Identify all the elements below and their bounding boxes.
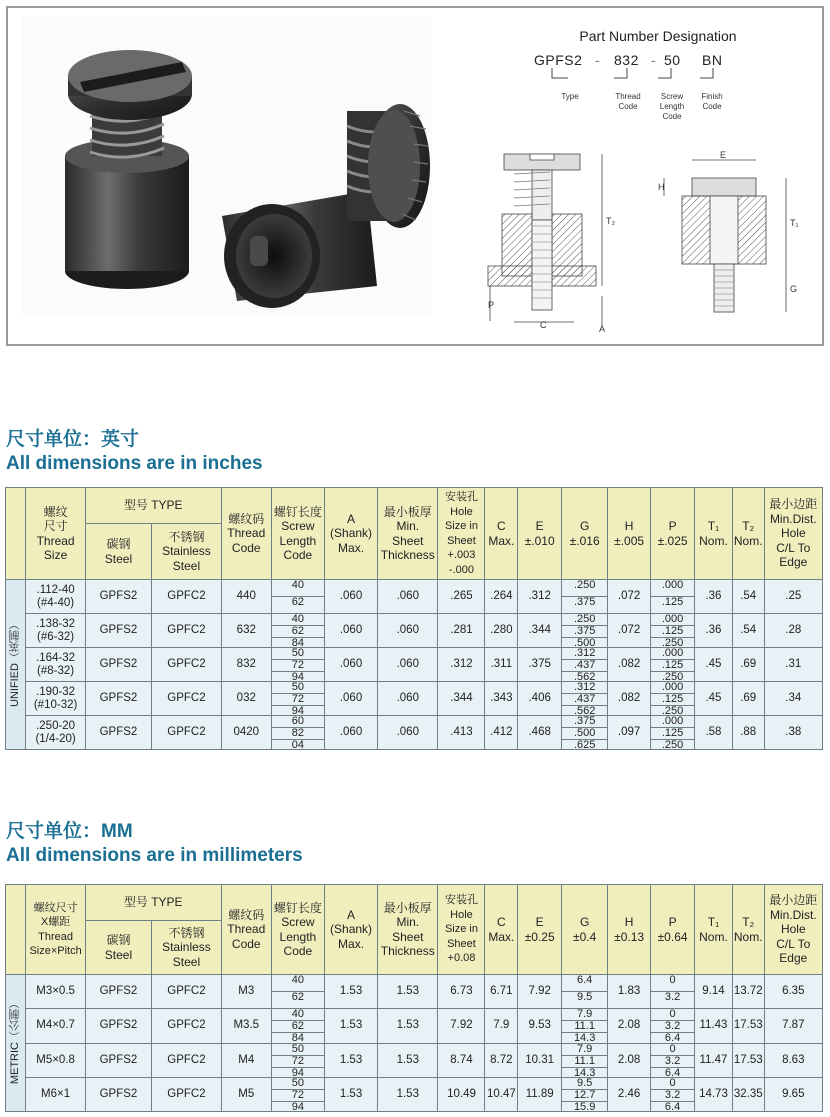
cell-len: [271, 614, 324, 648]
cell-h: .072: [608, 614, 651, 648]
col-t2: T₂ Nom.: [732, 885, 764, 975]
cell-code: 0420: [221, 716, 271, 750]
separator: -: [595, 52, 601, 68]
cell-carbon: GPFS2: [85, 580, 151, 614]
cell-len-value: 84: [272, 1032, 324, 1044]
cell-p-value: .250: [651, 671, 694, 683]
cell-c: .311: [485, 648, 518, 682]
screw-length-code-label: Screw Length Code: [659, 92, 685, 121]
cell-t2: .69: [732, 682, 764, 716]
col-hole: 安装孔 Hole Size in Sheet +0.08: [438, 885, 485, 975]
cell-len: [271, 716, 324, 750]
t1-label: T₁: [790, 218, 799, 228]
cell-a: .060: [324, 614, 377, 648]
inch-title-cn: 尺寸单位：英寸: [6, 429, 140, 450]
cell-size: .112-40 (#4-40): [26, 580, 85, 614]
cell-p: [651, 682, 695, 716]
a-label: A: [599, 324, 606, 334]
col-e: E ±0.25: [518, 885, 562, 975]
cell-g: [562, 580, 608, 614]
type-code: GPFS2: [534, 52, 583, 68]
cell-t2: 17.53: [732, 1043, 764, 1077]
cell-p: [651, 716, 695, 750]
cell-g-value: .562: [562, 705, 607, 717]
thread-code-label: Thread Code: [615, 92, 641, 111]
cell-g: [562, 1043, 608, 1077]
col-min-edge: 最小边距 Min.Dist. Hole C/L To Edge: [764, 885, 822, 975]
cell-g-value: 7.9: [577, 1042, 593, 1055]
table-row: [6, 580, 823, 614]
cell-sheet: .060: [378, 682, 438, 716]
cell-stainless: GPFC2: [152, 1009, 222, 1043]
cell-e: .375: [518, 648, 562, 682]
cell-sheet: .060: [378, 648, 438, 682]
cell-t1: 14.73: [695, 1077, 733, 1111]
p-label: P: [488, 300, 495, 310]
col-type: 型号 TYPE: [85, 488, 221, 524]
cell-hole: 7.92: [438, 1009, 485, 1043]
cell-hole: 8.74: [438, 1043, 485, 1077]
cell-t2: .54: [732, 614, 764, 648]
table-row: [6, 1009, 823, 1043]
cell-len-value: 40: [291, 579, 305, 591]
cell-t2: 32.35: [732, 1077, 764, 1111]
cell-e: 11.89: [518, 1077, 562, 1111]
cell-g-value: .562: [562, 671, 607, 683]
side-label: METRIC（公制）: [9, 997, 22, 1085]
cell-g-value: .312: [573, 681, 596, 693]
cell-p-value: 0: [669, 1042, 676, 1055]
table-row: [6, 682, 823, 716]
cell-t1: .36: [695, 580, 733, 614]
e-label: E: [720, 150, 727, 160]
part-number-title: Part Number Designation: [579, 28, 737, 44]
cell-len-value: 94: [272, 1067, 324, 1079]
cell-stainless: GPFC2: [152, 614, 222, 648]
cell-hole: .413: [438, 716, 485, 750]
cell-p-value: 3.2: [651, 991, 694, 1008]
cell-h: 2.08: [608, 1009, 651, 1043]
h-label: H: [658, 182, 665, 192]
table-row: [6, 716, 823, 750]
cell-stainless: GPFC2: [152, 716, 222, 750]
cell-p-value: 0: [669, 1076, 676, 1089]
cell-len-value: 50: [291, 1076, 305, 1089]
cell-len: [271, 1077, 324, 1111]
cell-p-value: .250: [651, 739, 694, 751]
mm-dimensions-table: [5, 884, 823, 1112]
cell-h: .082: [608, 648, 651, 682]
col-a: A (Shank) Max.: [324, 885, 377, 975]
col-stainless-steel: 不锈钢 Stainless Steel: [152, 921, 222, 975]
cell-g: [562, 716, 608, 750]
cell-p: [651, 648, 695, 682]
cell-p-value: 0: [669, 974, 676, 987]
cell-h: .097: [608, 716, 651, 750]
cell-len-value: 62: [272, 991, 324, 1008]
cell-c: .343: [485, 682, 518, 716]
product-image-panel: [6, 6, 824, 346]
cell-sheet: 1.53: [378, 1077, 438, 1111]
cell-g: [562, 648, 608, 682]
cell-e: .344: [518, 614, 562, 648]
cell-carbon: GPFS2: [85, 716, 151, 750]
cell-g-value: 12.7: [562, 1089, 607, 1101]
col-c: C Max.: [485, 488, 518, 580]
cell-len-value: 94: [272, 671, 324, 683]
col-hole: 安装孔 Hole Size in Sheet +.003 -.000: [438, 488, 485, 580]
g-label: G: [790, 284, 798, 294]
cell-size: M5×0.8: [26, 1043, 85, 1077]
cell-edge: 6.35: [764, 975, 822, 1009]
col-g: G ±0.4: [562, 885, 608, 975]
cell-len-value: 50: [291, 647, 305, 659]
cell-p-value: 0: [669, 1008, 676, 1021]
col-min-edge: 最小边距 Min.Dist. Hole C/L To Edge: [764, 488, 822, 580]
col-min-sheet: 最小板厚 Min. Sheet Thickness: [378, 885, 438, 975]
cell-hole: .312: [438, 648, 485, 682]
col-p: P ±0.64: [651, 885, 695, 975]
cell-p-value: .000: [661, 681, 684, 693]
cell-p-value: .000: [661, 715, 684, 727]
cell-p-value: .000: [661, 579, 684, 591]
cell-p-value: 3.2: [651, 1020, 694, 1032]
cell-e: .312: [518, 580, 562, 614]
cell-len-value: 72: [272, 693, 324, 705]
cell-g-value: .437: [562, 693, 607, 705]
cell-g: [562, 1009, 608, 1043]
col-stainless-steel: 不锈钢 Stainless Steel: [152, 524, 222, 580]
length-code: 50: [664, 52, 681, 68]
cell-code: 032: [221, 682, 271, 716]
cell-e: 10.31: [518, 1043, 562, 1077]
cell-len-value: 72: [272, 1055, 324, 1067]
col-t2: T₂ Nom.: [732, 488, 764, 580]
cell-size: .250-20 (1/4-20): [26, 716, 85, 750]
cell-g: [562, 614, 608, 648]
cell-g-value: .250: [573, 613, 596, 625]
cell-g: [562, 682, 608, 716]
col-p: P ±.025: [651, 488, 695, 580]
col-thread-code: 螺纹码 Thread Code: [221, 885, 271, 975]
col-t1: T₁ Nom.: [695, 885, 733, 975]
cell-len-value: 72: [272, 1089, 324, 1101]
technical-drawing: [474, 146, 824, 341]
cell-c: 6.71: [485, 975, 518, 1009]
cell-t2: 17.53: [732, 1009, 764, 1043]
cell-t1: 11.43: [695, 1009, 733, 1043]
cell-g-value: 11.1: [562, 1020, 607, 1032]
cell-e: .406: [518, 682, 562, 716]
cell-hole: 6.73: [438, 975, 485, 1009]
cell-p: [651, 1077, 695, 1111]
cell-len: [271, 975, 324, 1009]
cell-edge: 9.65: [764, 1077, 822, 1111]
col-screw-length: 螺钉长度 Screw Length Code: [271, 885, 324, 975]
cell-p-value: .000: [661, 613, 684, 625]
cell-g-value: .375: [573, 715, 596, 727]
cell-len: [271, 580, 324, 614]
cell-g: [562, 975, 608, 1009]
type-label: Type: [561, 92, 579, 101]
table-row: [6, 975, 823, 1009]
table-row: [6, 1043, 823, 1077]
side-label: UNIFIED（英制）: [9, 618, 22, 707]
cell-size: .138-32 (#6-32): [26, 614, 85, 648]
cell-e: 9.53: [518, 1009, 562, 1043]
cell-g-value: .375: [562, 596, 607, 613]
cell-t1: 9.14: [695, 975, 733, 1009]
col-thread-size: 螺纹尺寸 X螺距 Thread Size×Pitch: [26, 885, 85, 975]
cell-len: [271, 648, 324, 682]
cell-e: 7.92: [518, 975, 562, 1009]
cell-code: M3.5: [221, 1009, 271, 1043]
cell-size: M3×0.5: [26, 975, 85, 1009]
cell-len-value: 82: [272, 727, 324, 739]
cell-stainless: GPFC2: [152, 1077, 222, 1111]
cell-code: M3: [221, 975, 271, 1009]
cell-len: [271, 682, 324, 716]
cell-g-value: .250: [573, 579, 596, 591]
cell-len-value: 94: [272, 1101, 324, 1113]
cell-p-value: 3.2: [651, 1089, 694, 1101]
cell-p: [651, 580, 695, 614]
cell-hole: 10.49: [438, 1077, 485, 1111]
cell-code: 440: [221, 580, 271, 614]
cell-g-value: 14.3: [562, 1067, 607, 1079]
cell-t1: .45: [695, 648, 733, 682]
cell-h: .072: [608, 580, 651, 614]
cell-a: 1.53: [324, 1077, 377, 1111]
cell-p: [651, 614, 695, 648]
cell-h: 1.83: [608, 975, 651, 1009]
cell-p-value: .125: [651, 625, 694, 637]
cell-len-value: 40: [291, 974, 305, 987]
cell-stainless: GPFC2: [152, 682, 222, 716]
cell-stainless: GPFC2: [152, 648, 222, 682]
cell-h: 2.46: [608, 1077, 651, 1111]
cell-p-value: .125: [651, 727, 694, 739]
cell-p-value: .125: [651, 596, 694, 613]
cell-carbon: GPFS2: [85, 682, 151, 716]
cell-size: M4×0.7: [26, 1009, 85, 1043]
col-e: E ±.010: [518, 488, 562, 580]
cell-h: .082: [608, 682, 651, 716]
cell-p-value: 3.2: [651, 1055, 694, 1067]
cell-c: .412: [485, 716, 518, 750]
cell-edge: .34: [764, 682, 822, 716]
cell-len-value: 50: [291, 681, 305, 693]
col-a: A (Shank) Max.: [324, 488, 377, 580]
separator: -: [651, 52, 657, 68]
col-thread-size: 螺纹 尺寸 Thread Size: [26, 488, 85, 580]
cell-g-value: 6.4: [577, 974, 593, 987]
cell-code: 832: [221, 648, 271, 682]
cell-size: .164-32 (#8-32): [26, 648, 85, 682]
cell-len-value: 84: [272, 637, 324, 649]
cell-stainless: GPFC2: [152, 1043, 222, 1077]
cell-sheet: .060: [378, 716, 438, 750]
cell-hole: .265: [438, 580, 485, 614]
col-h: H ±0.13: [608, 885, 651, 975]
cell-t2: .88: [732, 716, 764, 750]
cell-a: 1.53: [324, 1043, 377, 1077]
cell-len-value: 40: [291, 613, 305, 625]
cell-p-value: .000: [661, 647, 684, 659]
cell-len-value: 62: [272, 1020, 324, 1032]
thread-code: 832: [614, 52, 639, 68]
finish-code-label: Finish Code: [701, 92, 723, 111]
cell-carbon: GPFS2: [85, 1009, 151, 1043]
c-label: C: [540, 320, 547, 330]
cell-size: .190-32 (#10-32): [26, 682, 85, 716]
cell-len: [271, 1043, 324, 1077]
cell-g-value: 15.9: [562, 1101, 607, 1113]
cell-p: [651, 1043, 695, 1077]
cell-c: 8.72: [485, 1043, 518, 1077]
cell-p: [651, 975, 695, 1009]
cell-len-value: 72: [272, 659, 324, 671]
cell-len-value: 60: [291, 715, 305, 727]
cell-t2: .69: [732, 648, 764, 682]
cell-len: [271, 1009, 324, 1043]
cell-hole: .344: [438, 682, 485, 716]
cell-g-value: 9.5: [577, 1076, 593, 1089]
col-c: C Max.: [485, 885, 518, 975]
cell-a: 1.53: [324, 1009, 377, 1043]
table-row: [6, 648, 823, 682]
cell-len-value: 04: [272, 739, 324, 751]
cell-code: 632: [221, 614, 271, 648]
cell-a: .060: [324, 580, 377, 614]
cell-g-value: 9.5: [562, 991, 607, 1008]
cell-len-value: 62: [272, 596, 324, 613]
cell-p-value: .125: [651, 693, 694, 705]
inch-dimensions-table: [5, 487, 823, 750]
cell-edge: 7.87: [764, 1009, 822, 1043]
cell-carbon: GPFS2: [85, 1077, 151, 1111]
cell-g: [562, 1077, 608, 1111]
cell-hole: .281: [438, 614, 485, 648]
cell-carbon: GPFS2: [85, 614, 151, 648]
cell-len-value: 50: [291, 1042, 305, 1055]
cell-g-value: .312: [573, 647, 596, 659]
col-type: 型号 TYPE: [85, 885, 221, 921]
cell-p-value: .250: [651, 637, 694, 649]
cell-c: 7.9: [485, 1009, 518, 1043]
table-row: [6, 614, 823, 648]
cell-sheet: 1.53: [378, 975, 438, 1009]
mm-title-cn: 尺寸单位：MM: [6, 821, 133, 842]
cell-p-value: 6.4: [651, 1032, 694, 1044]
inch-title-en: All dimensions are in inches: [6, 453, 263, 474]
cell-len-value: 94: [272, 705, 324, 717]
cell-sheet: .060: [378, 580, 438, 614]
cell-carbon: GPFS2: [85, 975, 151, 1009]
cell-h: 2.08: [608, 1043, 651, 1077]
col-thread-code: 螺纹码 Thread Code: [221, 488, 271, 580]
cell-g-value: 14.3: [562, 1032, 607, 1044]
cell-c: 10.47: [485, 1077, 518, 1111]
col-g: G ±.016: [562, 488, 608, 580]
table-row: [6, 1077, 823, 1111]
cell-t1: .58: [695, 716, 733, 750]
cell-edge: .38: [764, 716, 822, 750]
cell-c: .280: [485, 614, 518, 648]
col-carbon-steel: 碳钢 Steel: [85, 524, 151, 580]
col-t1: T₁ Nom.: [695, 488, 733, 580]
t2-label: T₂: [606, 216, 615, 226]
col-carbon-steel: 碳钢 Steel: [85, 921, 151, 975]
cell-carbon: GPFS2: [85, 648, 151, 682]
cell-g-value: 11.1: [562, 1055, 607, 1067]
cell-carbon: GPFS2: [85, 1043, 151, 1077]
cell-c: .264: [485, 580, 518, 614]
cell-code: M5: [221, 1077, 271, 1111]
cell-stainless: GPFC2: [152, 580, 222, 614]
cell-sheet: 1.53: [378, 1043, 438, 1077]
cell-code: M4: [221, 1043, 271, 1077]
product-photo: [22, 16, 432, 316]
cell-g-value: .500: [562, 637, 607, 649]
col-h: H ±.005: [608, 488, 651, 580]
cell-g-value: .625: [562, 739, 607, 751]
cell-len-value: 62: [272, 625, 324, 637]
cell-t1: 11.47: [695, 1043, 733, 1077]
cell-a: .060: [324, 682, 377, 716]
cell-edge: 8.63: [764, 1043, 822, 1077]
cell-a: 1.53: [324, 975, 377, 1009]
cell-g-value: 7.9: [577, 1008, 593, 1021]
cell-g-value: .500: [562, 727, 607, 739]
col-min-sheet: 最小板厚 Min. Sheet Thickness: [378, 488, 438, 580]
cell-p-value: 6.4: [651, 1101, 694, 1113]
part-number-designation: [528, 28, 818, 121]
cell-stainless: GPFC2: [152, 975, 222, 1009]
cell-g-value: .375: [562, 625, 607, 637]
cell-sheet: 1.53: [378, 1009, 438, 1043]
cell-edge: .28: [764, 614, 822, 648]
cell-p-value: .250: [651, 705, 694, 717]
cell-a: .060: [324, 716, 377, 750]
cell-len-value: 40: [291, 1008, 305, 1021]
cell-a: .060: [324, 648, 377, 682]
finish-code: BN: [702, 52, 723, 68]
cell-t2: .54: [732, 580, 764, 614]
cell-p: [651, 1009, 695, 1043]
cell-t1: .45: [695, 682, 733, 716]
cell-g-value: .437: [562, 659, 607, 671]
cell-edge: .25: [764, 580, 822, 614]
mm-title-en: All dimensions are in millimeters: [6, 845, 303, 866]
cell-p-value: 6.4: [651, 1067, 694, 1079]
col-screw-length: 螺钉长度 Screw Length Code: [271, 488, 324, 580]
cell-edge: .31: [764, 648, 822, 682]
cell-t2: 13.72: [732, 975, 764, 1009]
cell-p-value: .125: [651, 659, 694, 671]
cell-e: .468: [518, 716, 562, 750]
cell-size: M6×1: [26, 1077, 85, 1111]
cell-t1: .36: [695, 614, 733, 648]
cell-sheet: .060: [378, 614, 438, 648]
